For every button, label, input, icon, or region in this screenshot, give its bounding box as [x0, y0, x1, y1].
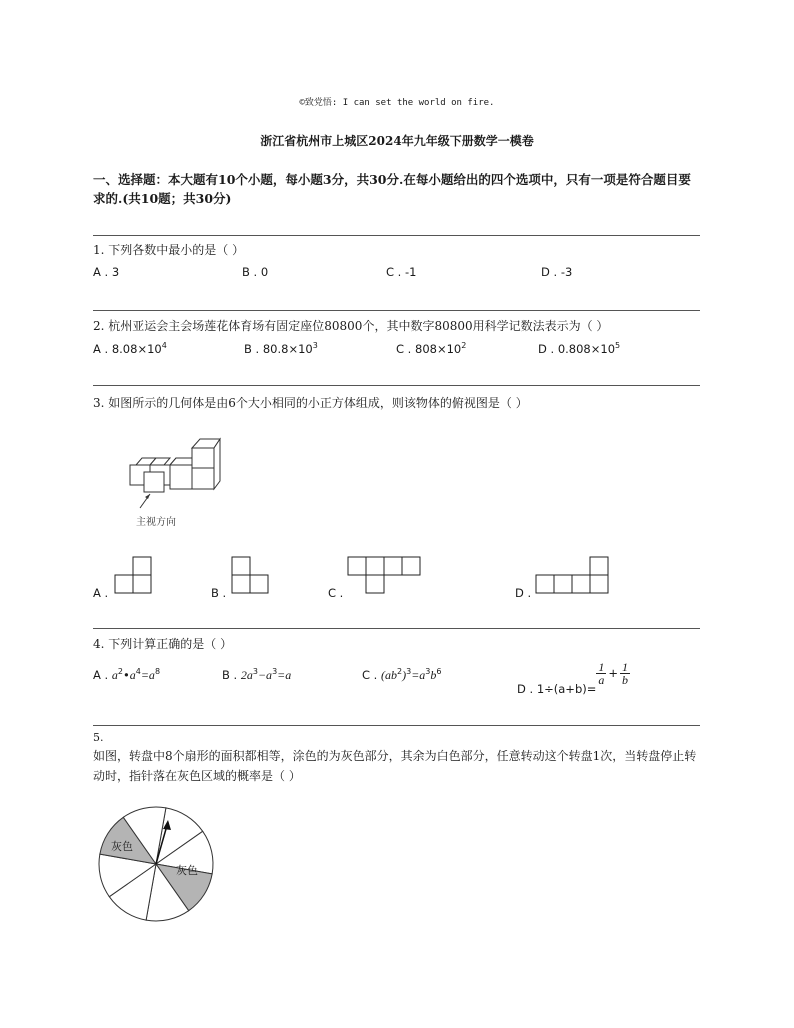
- section-heading: 一、选择题：本大题有10个小题，每小题3分，共30分.在每小题给出的四个选项中，只有一项是符合题目要求的.(共10题；共30分): [93, 172, 691, 206]
- header-note: ©致党悟: I can set the world on fire.: [299, 98, 495, 108]
- view-direction-label: 主视方向: [136, 517, 176, 528]
- question-3-option-c: C .: [328, 586, 344, 600]
- question-2-option-a: A . $8.08\times 10^4$: [93, 341, 167, 356]
- question-2-stem: 2. 杭州亚运会主会场莲花体育场有固定座位80800个，其中数字80800用科学记数法表示为（ ）: [93, 319, 609, 333]
- divider: [93, 628, 700, 629]
- divider: [93, 385, 700, 386]
- question-2-option-c: C . $808\times 10^2$: [396, 341, 467, 356]
- question-1-option-b: B . 0: [242, 265, 269, 279]
- gray-label: 灰色: [111, 840, 133, 853]
- option-b-figure: [231, 556, 271, 596]
- gray-label: 灰色: [176, 864, 198, 877]
- option-a-figure: [114, 556, 154, 596]
- question-5-stem: 如图，转盘中8个扇形的面积都相等，涂色的为灰色部分，其余为白色部分，任意转动这个转盘1次，当转盘停止转动时，指针落在灰色区域的概率是（ ）: [93, 749, 697, 783]
- option-d-figure: [535, 556, 611, 596]
- question-4-option-d: D . 1÷(a+b)= $\frac{1}{a}$ + $\frac{1}{b}$: [517, 659, 629, 696]
- question-3-option-b: B .: [211, 586, 227, 600]
- question-4-stem: 4. 下列计算正确的是（ ）: [93, 637, 233, 651]
- question-3-stem: 3. 如图所示的几何体是由6个大小相同的小正方体组成，则该物体的俯视图是（ ）: [93, 396, 528, 410]
- question-3-option-d: D .: [515, 586, 532, 600]
- question-1-stem: 1. 下列各数中最小的是（ ）: [93, 243, 245, 257]
- question-1-option-c: C . -1: [386, 265, 417, 279]
- page-title: 浙江省杭州市上城区2024年九年级下册数学一模卷: [260, 134, 534, 148]
- divider: [93, 310, 700, 311]
- question-5-number: 5.: [93, 731, 104, 744]
- question-1-option-d: D . -3: [541, 265, 573, 279]
- question-4-option-b: B . $2a^3-a^3=a$: [222, 667, 292, 682]
- question-2-option-b: B . $80.8\times 10^3$: [244, 341, 318, 356]
- question-1-option-a: A . 3: [93, 265, 120, 279]
- question-4-option-c: C . $(ab^2)^3=a^3b^6$: [362, 667, 442, 682]
- question-3-option-a: A .: [93, 586, 109, 600]
- question-2-option-d: D . $0.808\times 10^5$: [538, 341, 621, 356]
- divider: [93, 725, 700, 726]
- option-c-figure: [347, 556, 423, 596]
- divider: [93, 235, 700, 236]
- question-4-option-a: A . $a^2•a^4=a^8$: [93, 667, 161, 682]
